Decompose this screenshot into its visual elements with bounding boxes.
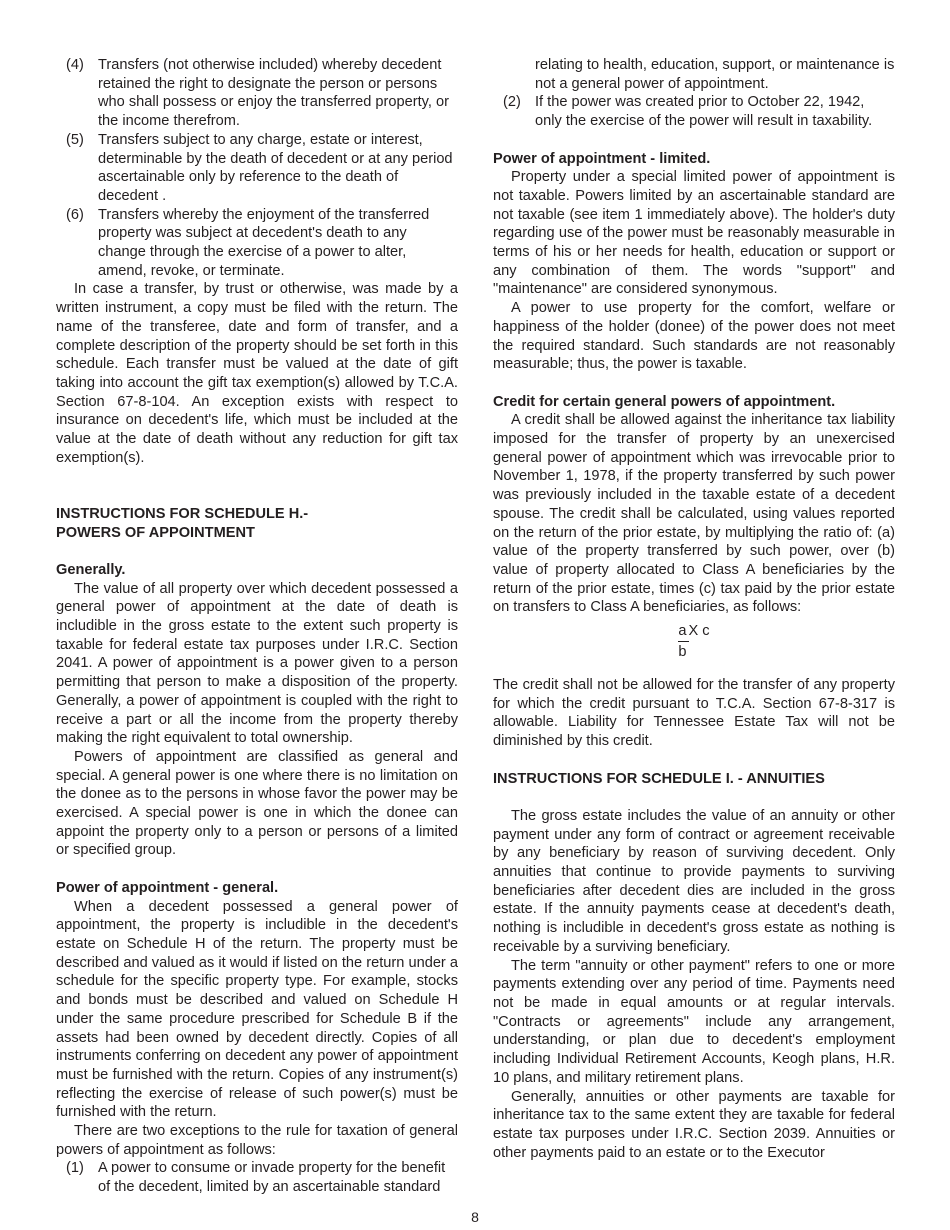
schedule-h-heading-line-1: INSTRUCTIONS FOR SCHEDULE H.- — [56, 505, 309, 522]
annuities-paragraph-2: The term "annuity or other payment" refers to one or more payments extending over any period of time. Payments need not be made in equal amounts or at regular intervals. "Contracts or agreements" include any arrangement, understanding, or plan due to decedent's employment including Individual Retirement Accounts, Keogh plans, H.R. 10 plans, and military retirement plans. — [493, 957, 895, 1086]
list-text: Transfers (not otherwise included) whereby decedent retained the right to designate the person or persons who shall possess or enjoy the transferred property, or the income therefrom. — [98, 57, 449, 130]
generally-paragraph-2: Powers of appointment are classified as general and special. A general power is one where there is no limitation on the donee as to the persons in whose favor the power may be exercised. A special power is one in which the donee can appoint the property only to a person or persons of a limited or specified group. — [56, 748, 458, 859]
general-power-heading: Power of appointment - general. — [56, 879, 279, 896]
general-power-paragraph-2: There are two exceptions to the rule for taxation of general powers of appointment as follows: — [56, 1123, 458, 1158]
credit-formula — [493, 621, 895, 662]
annuities-paragraph-3: Generally, annuities or other payments are taxable for inheritance tax to the same extent they are taxable for federal estate tax purposes under I.R.C. Section 2039. Annuities or other payments paid to an estate or to the Executor — [493, 1088, 895, 1161]
limited-power-paragraph-1: Property under a special limited power of appointment is not taxable. Powers limited by an ascertainable standard are not taxable (see item 1 immediately above). The holder's duty regarding use of the power must be reasonably measurable in terms of his or her needs for health, education or support or any combination of them. The words "support" and "maintenance" are considered synonymous. — [493, 169, 895, 298]
list-item-5 — [56, 131, 458, 206]
list-text: A power to consume or invade property for the benefit of the decedent, limited by an ascertainable standard — [98, 1160, 446, 1196]
schedule-h-heading-line-2: POWERS OF APPOINTMENT — [56, 524, 255, 541]
right-column — [493, 56, 895, 1162]
generally-paragraph-1: The value of all property over which decedent possessed a general power of appointment at the date of death is includible in the gross estate to the extent such property is taxable for federal estate tax purposes under I.R.C. Section 2041. A power of appointment is a power given to a person permitting that person to make a disposition of the property. Generally, a power of appointment is coupled with the right to receive a part or all the income from the property thereby making the right equivalent to total ownership. — [56, 580, 458, 747]
credit-paragraph-1: A credit shall be allowed against the inheritance tax liability imposed for the transfer of property by an unexercised general power of appointment which was irrevocable prior to November 1, 1978, if the property transferred by such power was previously included in the taxable estate of a decedent spouse. The credit shall be calculated, using values reported on the return of the prior estate, by multiplying the ratio of: (a) value of the property transferred by such power, over (b) value of property allocated to Class A beneficiaries by the return of the prior estate, times (c) tax paid by the prior estate on transfers to Class A beneficiaries, as follows: — [493, 412, 895, 616]
formula-denominator: b — [678, 644, 687, 661]
credit-heading: Credit for certain general powers of appointment. — [493, 393, 836, 410]
left-column — [56, 56, 458, 1197]
list-text: If the power was created prior to October 22, 1942, only the exercise of the power will result in taxability. — [535, 94, 873, 130]
limited-power-paragraph-2: A power to use property for the comfort, welfare or happiness of the holder (donee) of the power does not meet the required standard. Such standards are not reasonably measurable; thus, the power is taxable. — [493, 300, 895, 373]
list-text: Transfers subject to any charge, estate or interest, determinable by the death of decedent or at any period ascertainable only by reference to the death of decedent . — [98, 131, 453, 204]
list-number: (1) — [66, 1160, 84, 1177]
schedule-i-heading: INSTRUCTIONS FOR SCHEDULE I. - ANNUITIES — [493, 770, 825, 787]
generally-heading: Generally. — [56, 561, 126, 578]
list-item-4 — [56, 56, 458, 131]
formula-numerator: a — [678, 621, 688, 642]
exception-item-1 — [56, 1159, 458, 1196]
list-number: (2) — [503, 94, 521, 111]
formula-multiplier: X c — [688, 623, 710, 640]
limited-power-heading: Power of appointment - limited. — [493, 150, 711, 167]
page-number: 8 — [471, 1209, 479, 1225]
transfer-paragraph: In case a transfer, by trust or otherwise, was made by a written instrument, a copy must be filed with the return. The name of the transferee, date and form of transfer, and a complete description of the property should be set forth in this schedule. Each transfer must be valued at the date of gift taking into account the gift tax exemption(s) allowed by T.C.A. Section 67-8-104. An exception exists with respect to insurance on decedent's life, which must be included at the value at the date of death without any reduction for gift tax exemption(s). — [56, 281, 458, 466]
general-power-paragraph-1: When a decedent possessed a general power of appointment, the property is includible in the decedent's estate on Schedule H of the return. The property must be described and valued as it would if listed on the return under a schedule for the specific property type. For example, stocks and bonds must be described and valued on Schedule H under the same procedure prescribed for Schedule B if the assets had been owned by decedent directly. Copies of all instruments conferring on decedent any power of appointment must be furnished with the return. Copies of any instrument(s) reflecting the exercise of release of such power(s) must be furnished with the return. — [56, 898, 458, 1121]
annuities-paragraph-1: The gross estate includes the value of an annuity or other payment under any form of contract or agreement receivable by any beneficiary by reason of surviving decedent. Only annuities that continue to provide payments to surviving beneficiaries after decedent dies are included in the gross estate. If the annuity payments cease at decedent's death, nothing is includible in decedent's gross estate as nothing is receivable by a surviving beneficiary. — [493, 807, 895, 955]
list-number: (6) — [66, 206, 84, 223]
list-item-6 — [56, 206, 458, 281]
list-number: (4) — [66, 57, 84, 73]
list-text: Transfers whereby the enjoyment of the transferred property was subject at decedent's death to any change through the exercise of a power to alter, amend, revoke, or terminate. — [98, 206, 430, 279]
credit-paragraph-2: The credit shall not be allowed for the transfer of any property for which the credit pursuant to T.C.A. Section 67-8-317 is allowable. Liability for Tennessee Estate Tax will not be diminished by this credit. — [493, 677, 895, 750]
exception-item-1-continued: relating to health, education, support, or maintenance is not a general power of appointment. — [535, 57, 895, 92]
exception-item-2 — [493, 93, 895, 130]
list-number: (5) — [66, 131, 84, 148]
